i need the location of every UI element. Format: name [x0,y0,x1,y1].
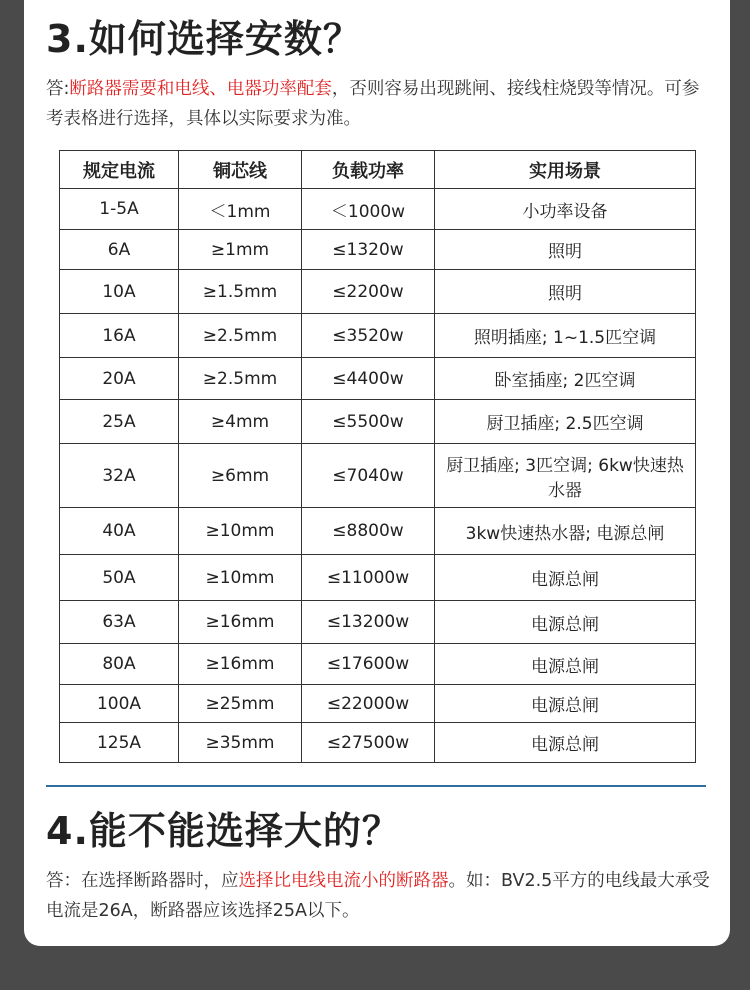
cell-power: ≤22000w [302,685,435,723]
cell-use: 照明 [435,230,696,270]
cell-use: 厨卫插座; 2.5匹空调 [435,400,696,444]
header-current: 规定电流 [60,151,179,189]
header-power: 负载功率 [302,151,435,189]
cell-wire: ≥4mm [179,400,302,444]
cell-wire: ≥1.5mm [179,270,302,314]
cell-wire: ≥16mm [179,601,302,644]
cell-use: 电源总闸 [435,685,696,723]
cell-current: 1-5A [60,189,179,230]
cell-wire: ≥10mm [179,555,302,601]
header-use: 实用场景 [435,151,696,189]
section4-answer-rest: 。如：BV2.5平方的电线最大承受电流是26A，断路器应该选择25A以下。 [46,871,710,921]
table-row [60,555,696,601]
breaker-spec-table [59,150,696,763]
cell-wire: ≥25mm [179,685,302,723]
content-card [24,0,730,946]
section3-answer-highlight: 断路器需要和电线、电器功率配套 [69,79,332,99]
cell-power: ≤11000w [302,555,435,601]
table-row [60,508,696,555]
cell-current: 16A [60,314,179,358]
table-row [60,314,696,358]
cell-power: ＜1000w [302,189,435,230]
cell-use: 3kw快速热水器; 电源总闸 [435,508,696,555]
table-row [60,601,696,644]
cell-power: ≤7040w [302,444,435,508]
section4-answer-prefix: 答：在选择断路器时，应 [46,871,239,891]
cell-current: 125A [60,723,179,763]
cell-power: ≤3520w [302,314,435,358]
cell-current: 40A [60,508,179,555]
table-row [60,230,696,270]
cell-wire: ≥10mm [179,508,302,555]
cell-current: 6A [60,230,179,270]
cell-current: 10A [60,270,179,314]
section3-answer [46,74,710,134]
section3-title: 3.如何选择安数？ [46,17,362,61]
cell-wire: ＜1mm [179,189,302,230]
table-row [60,644,696,685]
cell-use: 照明插座; 1~1.5匹空调 [435,314,696,358]
cell-power: ≤27500w [302,723,435,763]
cell-power: ≤4400w [302,358,435,400]
section4-answer [46,866,710,926]
cell-current: 100A [60,685,179,723]
cell-use: 电源总闸 [435,555,696,601]
table-row [60,189,696,230]
cell-use: 厨卫插座; 3匹空调; 6kw快速热水器 [435,444,696,508]
cell-use: 卧室插座; 2匹空调 [435,358,696,400]
cell-power: ≤1320w [302,230,435,270]
cell-use: 小功率设备 [435,189,696,230]
section4-answer-highlight: 选择比电线电流小的断路器 [238,871,449,891]
table-row [60,723,696,763]
cell-power: ≤17600w [302,644,435,685]
cell-wire: ≥35mm [179,723,302,763]
cell-power: ≤8800w [302,508,435,555]
cell-wire: ≥2.5mm [179,314,302,358]
cell-use: 电源总闸 [435,723,696,763]
section3-answer-rest: ，否则容易出现跳闸、接线柱烧毁等情况。可参考表格进行选择，具体以实际要求为准。 [46,79,700,129]
cell-wire: ≥2.5mm [179,358,302,400]
cell-wire: ≥1mm [179,230,302,270]
cell-current: 63A [60,601,179,644]
cell-use: 照明 [435,270,696,314]
table-row [60,270,696,314]
section3-answer-prefix: 答: [46,79,70,99]
cell-power: ≤13200w [302,601,435,644]
table-row [60,685,696,723]
cell-use: 电源总闸 [435,601,696,644]
section-divider [46,785,706,787]
cell-power: ≤5500w [302,400,435,444]
cell-wire: ≥6mm [179,444,302,508]
cell-use: 电源总闸 [435,644,696,685]
table-row [60,400,696,444]
cell-current: 25A [60,400,179,444]
cell-wire: ≥16mm [179,644,302,685]
cell-power: ≤2200w [302,270,435,314]
table-row [60,444,696,508]
table-header-row [60,151,696,189]
table-row [60,358,696,400]
table-body [60,189,696,763]
cell-current: 20A [60,358,179,400]
header-wire: 铜芯线 [179,151,302,189]
section4-title: 4.能不能选择大的？ [46,809,401,853]
cell-current: 50A [60,555,179,601]
cell-current: 32A [60,444,179,508]
cell-current: 80A [60,644,179,685]
